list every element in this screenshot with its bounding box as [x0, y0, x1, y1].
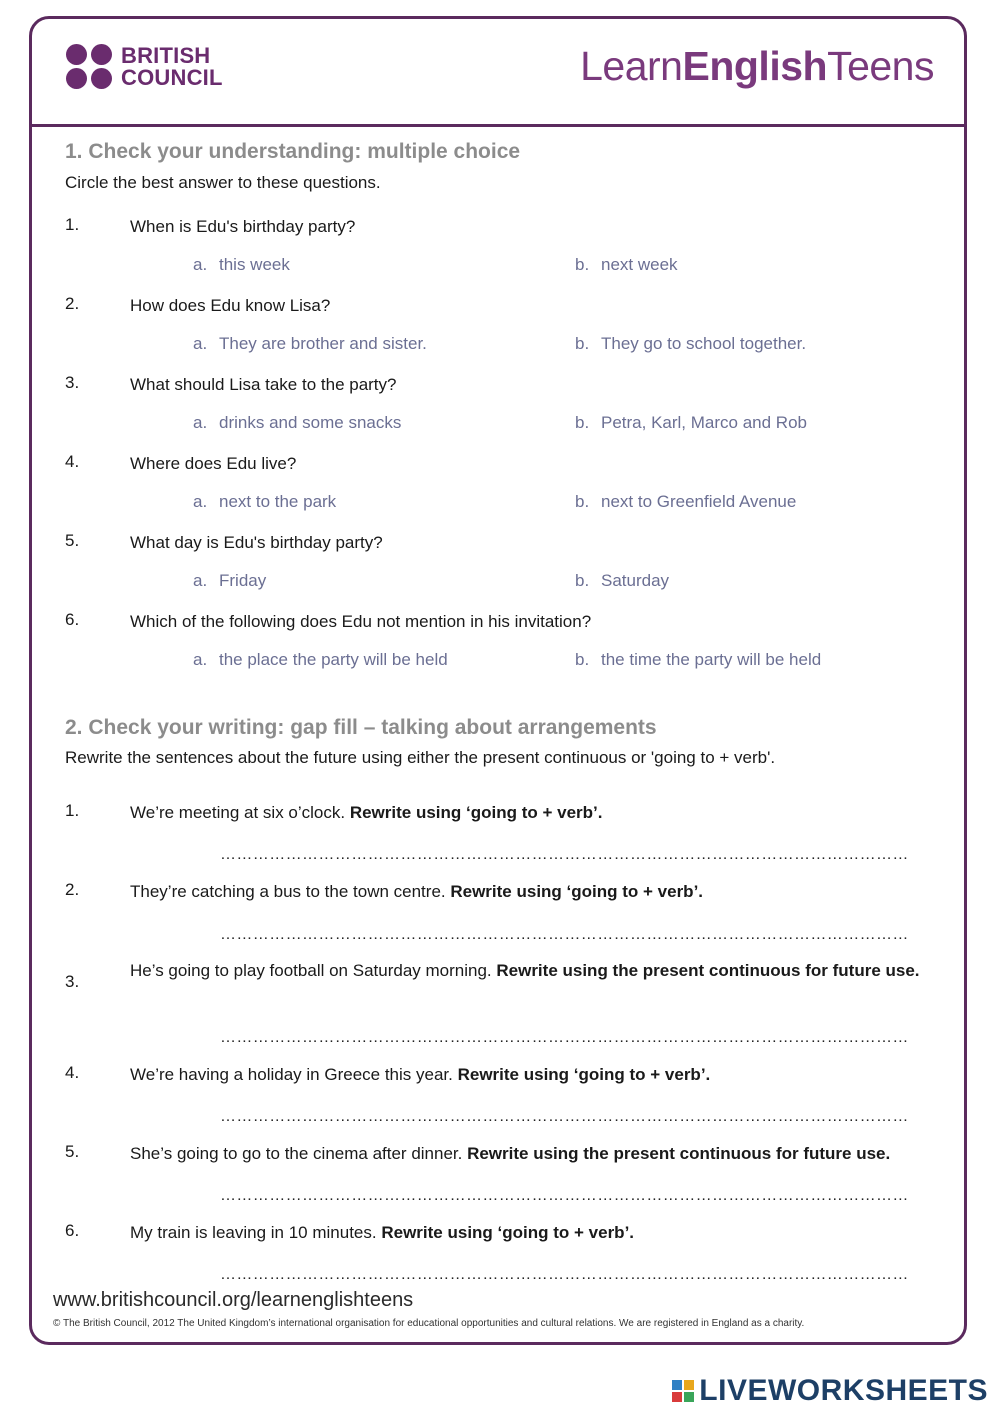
answer-line[interactable]: ………………………………………………………………………………………………………………: [220, 1029, 909, 1046]
rewrite-instruction: Rewrite using ‘going to + verb’.: [457, 1065, 711, 1084]
sentence-text: He’s going to play football on Saturday morning.: [130, 961, 497, 980]
answer-line[interactable]: ………………………………………………………………………………………………………………: [220, 1108, 909, 1125]
bc-line2: COUNCIL: [121, 64, 223, 90]
option-letter: b.: [575, 571, 590, 590]
question-number: 5.: [65, 531, 80, 550]
option-letter: a.: [193, 492, 208, 511]
sentence-text: She’s going to go to the cinema after dinner.: [130, 1144, 468, 1163]
option-a[interactable]: [193, 334, 427, 354]
option-text: next week: [601, 255, 678, 274]
option-letter: a.: [193, 571, 208, 590]
question-number: 2.: [65, 880, 80, 899]
option-a[interactable]: [193, 492, 336, 512]
option-text: the place the party will be held: [219, 650, 448, 669]
option-letter: b.: [575, 413, 590, 432]
le-learn: Learn: [580, 43, 683, 89]
option-text: Friday: [219, 571, 267, 590]
option-a[interactable]: [193, 255, 290, 275]
question-number: 6.: [65, 610, 80, 629]
question-number: 3.: [65, 972, 80, 991]
header-divider: [29, 124, 967, 127]
answer-line[interactable]: ………………………………………………………………………………………………………………: [220, 1266, 909, 1283]
option-letter: b.: [575, 255, 590, 274]
liveworksheets-icon: [672, 1380, 694, 1402]
section1-title: 1. Check your understanding: multiple choice: [65, 140, 521, 163]
question-number: 1.: [65, 215, 80, 234]
option-letter: b.: [575, 334, 590, 353]
option-b[interactable]: [575, 255, 678, 275]
option-text: They go to school together.: [601, 334, 807, 353]
british-council-logo: [66, 44, 223, 89]
question-text: How does Edu know Lisa?: [130, 296, 331, 315]
option-a[interactable]: [193, 413, 401, 433]
section2-title: 2. Check your writing: gap fill – talking about arrangements: [65, 716, 657, 739]
option-b[interactable]: [575, 334, 806, 354]
learnenglish-teens-logo: [580, 44, 934, 88]
option-a[interactable]: [193, 571, 266, 591]
option-text: next to the park: [219, 492, 337, 511]
question-text: When is Edu's birthday party?: [130, 217, 356, 236]
sentence-text: We’re meeting at six o’clock.: [130, 803, 350, 822]
option-b[interactable]: [575, 413, 807, 433]
question-number: 2.: [65, 294, 80, 313]
sentence-text: We’re having a holiday in Greece this year.: [130, 1065, 458, 1084]
question-text: Which of the following does Edu not mention in his invitation?: [130, 612, 592, 631]
option-text: Petra, Karl, Marco and Rob: [601, 413, 807, 432]
british-council-dots-icon: [66, 44, 113, 89]
question-text: What should Lisa take to the party?: [130, 375, 397, 394]
option-a[interactable]: [193, 650, 448, 670]
question-number: 3.: [65, 373, 80, 392]
rewrite-instruction: Rewrite using ‘going to + verb’.: [349, 803, 603, 822]
footer-url[interactable]: www.britishcouncil.org/learnenglishteens: [53, 1289, 414, 1311]
option-b[interactable]: [575, 650, 821, 670]
option-letter: b.: [575, 650, 590, 669]
answer-line[interactable]: ………………………………………………………………………………………………………………: [220, 846, 909, 863]
question-text: What day is Edu's birthday party?: [130, 533, 383, 552]
question-number: 4.: [65, 452, 80, 471]
question-text: Where does Edu live?: [130, 454, 297, 473]
section2-instruction: Rewrite the sentences about the future using either the present continuous or 'going to + verb'.: [65, 748, 776, 767]
option-b[interactable]: [575, 492, 796, 512]
rewrite-instruction: Rewrite using ‘going to + verb’.: [450, 882, 704, 901]
liveworksheets-logo: [672, 1374, 988, 1408]
rewrite-instruction: Rewrite using the present continuous for future use.: [496, 961, 920, 980]
bc-line1: BRITISH: [121, 42, 211, 68]
option-letter: b.: [575, 492, 590, 511]
option-letter: a.: [193, 650, 208, 669]
le-english: English: [682, 43, 828, 89]
option-text: this week: [219, 255, 290, 274]
le-teens: Teens: [827, 43, 934, 89]
liveworksheets-text: LIVEWORKSHEETS: [699, 1374, 988, 1407]
option-text: next to Greenfield Avenue: [601, 492, 797, 511]
answer-line[interactable]: ………………………………………………………………………………………………………………: [220, 1187, 909, 1204]
option-b[interactable]: [575, 571, 669, 591]
answer-line[interactable]: ………………………………………………………………………………………………………………: [220, 926, 909, 943]
sentence-text: They’re catching a bus to the town centre.: [130, 882, 451, 901]
section1-instruction: Circle the best answer to these questions.: [65, 173, 381, 192]
option-letter: a.: [193, 334, 208, 353]
question-number: 5.: [65, 1142, 80, 1161]
question-number: 1.: [65, 801, 80, 820]
option-text: drinks and some snacks: [219, 413, 402, 432]
option-text: They are brother and sister.: [219, 334, 427, 353]
rewrite-instruction: Rewrite using ‘going to + verb’.: [381, 1223, 635, 1242]
option-letter: a.: [193, 255, 208, 274]
question-number: 4.: [65, 1063, 80, 1082]
option-text: the time the party will be held: [601, 650, 822, 669]
option-text: Saturday: [601, 571, 670, 590]
rewrite-instruction: Rewrite using the present continuous for future use.: [467, 1144, 891, 1163]
sentence-text: My train is leaving in 10 minutes.: [130, 1223, 382, 1242]
option-letter: a.: [193, 413, 208, 432]
footer-copyright: © The British Council, 2012 The United Kingdom’s international organisation for educational opportunities and cultural relations. We are registered in England as a charity.: [53, 1318, 805, 1329]
question-number: 6.: [65, 1221, 80, 1240]
